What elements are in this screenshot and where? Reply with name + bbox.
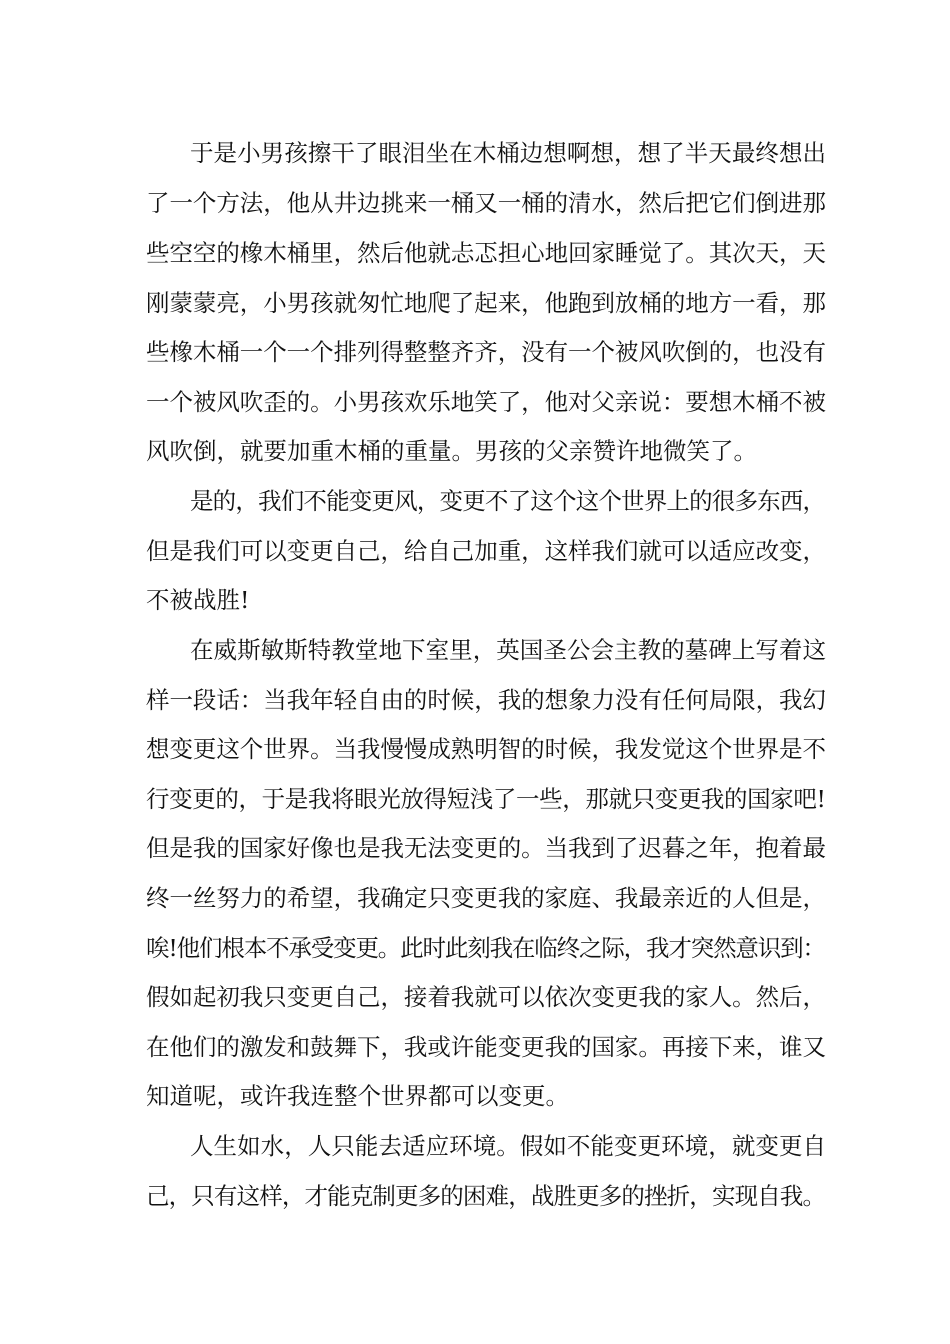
text-line: 风吹倒，就要加重木桶的重量。男孩的父亲赞许地微笑了。 — [146, 437, 757, 465]
text-line: 终一丝努力的希望，我确定只变更我的家庭、我最亲近的人但是， — [146, 884, 826, 912]
text-line: 行变更的，于是我将眼光放得短浅了一些，那就只变更我的国家吧! — [146, 785, 826, 813]
text-line: 样一段话：当我年轻自由的时候，我的想象力没有任何局限，我幻 — [146, 686, 826, 714]
text-line: 刚蒙蒙亮，小男孩就匆忙地爬了起来，他跑到放桶的地方一看，那 — [146, 289, 826, 317]
text-line: 是的，我们不能变更风，变更不了这个这个世界上的很多东西， — [190, 487, 826, 515]
text-line: 但是我们可以变更自己，给自己加重，这样我们就可以适应改变， — [146, 537, 826, 565]
text-line: 唉!他们根本不承受变更。此时此刻我在临终之际，我才突然意识到： — [146, 934, 825, 962]
text-line: 于是小男孩擦干了眼泪坐在木桶边想啊想，想了半天最终想出 — [190, 139, 827, 167]
text-line: 己，只有这样，才能克制更多的困难，战胜更多的挫折，实现自我。 — [146, 1182, 826, 1210]
text-line: 一个被风吹歪的。小男孩欢乐地笑了，他对父亲说：要想木桶不被 — [146, 388, 826, 416]
text-line: 假如起初我只变更自己，接着我就可以依次变更我的家人。然后， — [146, 983, 826, 1011]
text-line: 想变更这个世界。当我慢慢成熟明智的时候，我发觉这个世界是不 — [146, 735, 826, 763]
text-line: 人生如水，人只能去适应环境。假如不能变更环境，就变更自 — [190, 1132, 827, 1160]
text-line: 了一个方法，他从井边挑来一桶又一桶的清水，然后把它们倒进那 — [146, 189, 826, 217]
text-line: 些空空的橡木桶里，然后他就忐忑担心地回家睡觉了。其次天，天 — [146, 239, 826, 267]
text-line: 知道呢，或许我连整个世界都可以变更。 — [146, 1082, 569, 1110]
text-line: 不被战胜! — [146, 586, 250, 614]
text-line: 在他们的激发和鼓舞下，我或许能变更我的国家。再接下来，谁又 — [146, 1033, 826, 1061]
text-line: 但是我的国家好像也是我无法变更的。当我到了迟暮之年，抱着最 — [146, 834, 826, 862]
text-line: 在威斯敏斯特教堂地下室里，英国圣公会主教的墓碑上写着这 — [190, 636, 827, 664]
text-line: 些橡木桶一个一个排列得整整齐齐，没有一个被风吹倒的，也没有 — [146, 338, 826, 366]
